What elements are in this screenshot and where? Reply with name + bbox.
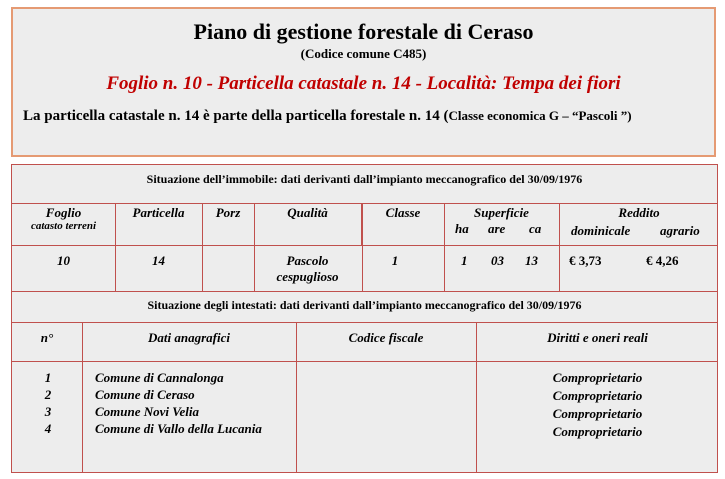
cell-ca: 13: [525, 253, 538, 268]
table-row-name: Comune Novi Velia: [95, 404, 200, 419]
owners-name-column: [95, 369, 295, 437]
table-row-n: 1: [44, 370, 52, 385]
header-particella: Particella: [132, 205, 185, 220]
property-section-title: Situazione dell’immobile: dati derivanti dall’impianto meccanografico del 30/09/1976: [146, 172, 583, 186]
owners-section-title: Situazione degli intestati: dati derivanti dall’impianto meccanografico del 30/09/1976: [147, 298, 582, 312]
header-diritti: Diritti e oneri reali: [547, 330, 648, 345]
parcel-info: [23, 108, 632, 125]
header-agrario: agrario: [660, 223, 700, 238]
municipality-code: (Codice comune C485): [300, 46, 427, 61]
header-dominicale: dominicale: [571, 223, 631, 238]
cadastral-table: [11, 164, 718, 473]
header-porz: Porz: [215, 205, 241, 220]
header-foglio: Foglio catasto terreni: [30, 205, 97, 232]
table-row-name: Comune di Vallo della Lucania: [95, 421, 262, 436]
table-row-diritti: Comproprietario: [552, 388, 643, 403]
cell-classe: 1: [391, 253, 399, 268]
owners-rights-column: [476, 369, 719, 441]
cell-foglio: 10: [57, 253, 70, 268]
header-ha: ha: [455, 221, 469, 236]
parcel-subtitle: Foglio n. 10 - Particella catastale n. 14 - Località: Tempa dei fiori: [106, 73, 621, 94]
table-row-n: 4: [44, 421, 52, 436]
header-anagrafici: Dati anagrafici: [148, 330, 230, 345]
document-title: Piano di gestione forestale di Ceraso: [193, 19, 534, 44]
table-row-diritti: Comproprietario: [552, 370, 643, 385]
table-row-name: Comune di Ceraso: [95, 387, 195, 402]
owners-number-column: [40, 369, 56, 437]
header-n: n°: [40, 330, 54, 345]
table-row-diritti: Comproprietario: [552, 406, 643, 421]
header-reddito: Reddito dominicale agrario: [571, 205, 700, 238]
header-qualita: Qualità: [287, 205, 328, 220]
header-classe: Classe: [385, 205, 421, 220]
parcel-info-class: Classe economica G – “Pascoli ”): [448, 108, 632, 123]
cell-qualita: Pascolo cespuglioso: [276, 253, 339, 284]
header-are: are: [488, 221, 506, 236]
cell-agrario: € 4,26: [646, 253, 679, 268]
header-codice: Codice fiscale: [348, 330, 424, 345]
header-ca: ca: [529, 221, 542, 236]
cell-are: 03: [491, 253, 504, 268]
parcel-info-main: La particella catastale n. 14 è parte della particella forestale n. 14 (: [23, 108, 449, 124]
table-row-name: Comune di Cannalonga: [95, 370, 224, 385]
document-header: [11, 7, 716, 157]
table-row-diritti: Comproprietario: [552, 424, 643, 439]
cell-ha: 1: [461, 253, 468, 268]
cell-dominicale: € 3,73: [569, 253, 602, 268]
table-row-n: 3: [44, 404, 52, 419]
table-row-n: 2: [44, 387, 52, 402]
cell-particella: 14: [152, 253, 165, 268]
header-superficie: Superficie ha are ca: [455, 205, 542, 236]
